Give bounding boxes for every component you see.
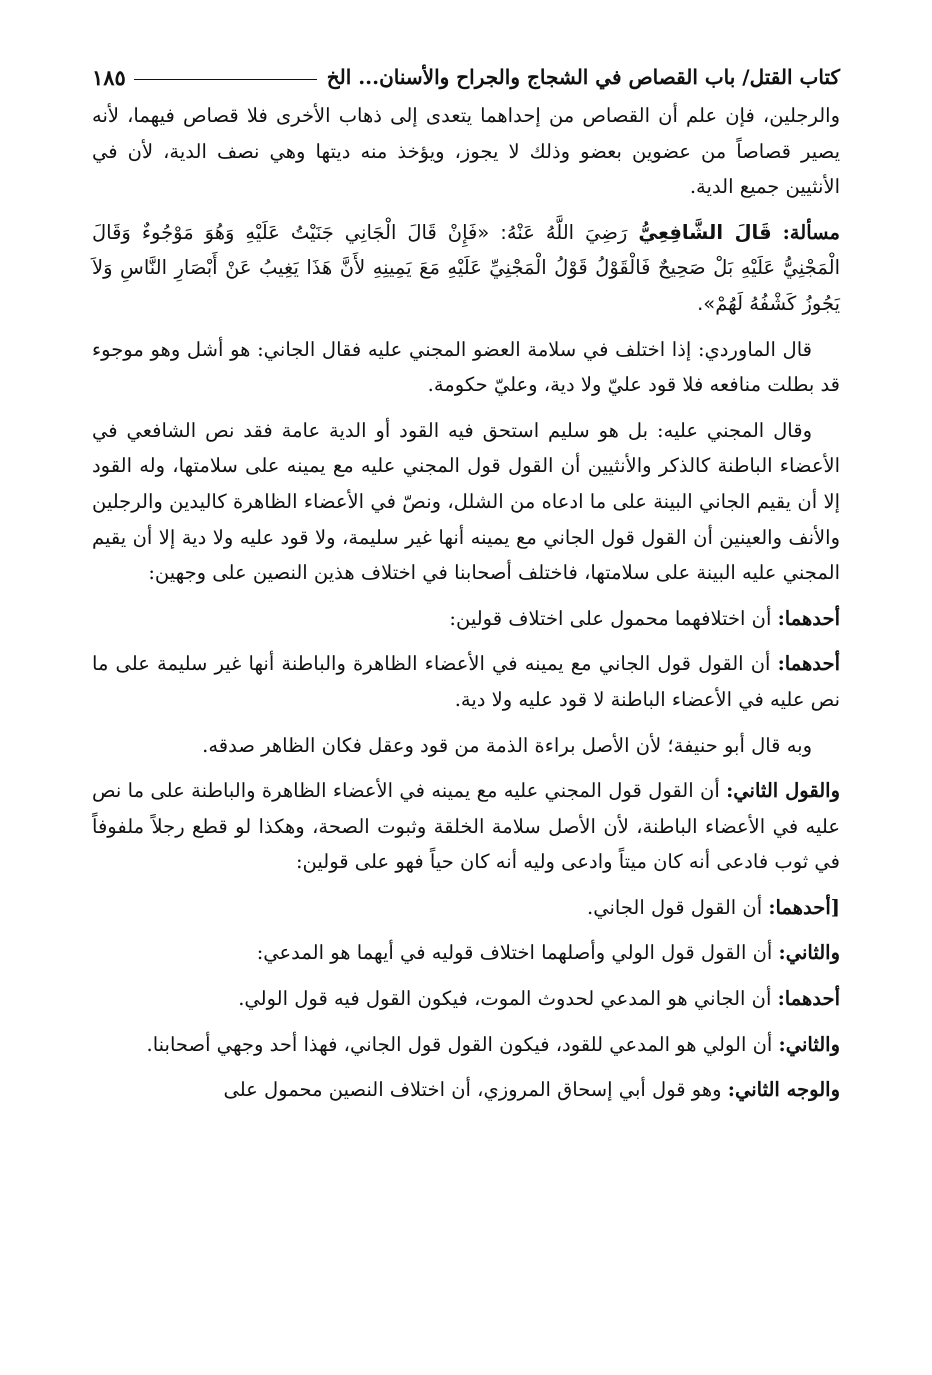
paragraph-abu-hanifa: وبه قال أبو حنيفة؛ لأن الأصل براءة الذمة من قود وعقل فكان الظاهر صدقه. (202, 733, 812, 757)
page-number: ١٨٥ (92, 65, 126, 91)
paragraph-thani-1: والثاني: أن القول قول الولي وأصلهما اختلاف قوليه في أيهما هو المدعي: (256, 941, 840, 965)
paragraph-mujni-alayh: وقال المجني عليه: بل هو سليم استحق فيه القود أو الدية عامة فقد نص الشافعي في الأعضاء الباطنة كالذكر والأنثيين أن القول قول المجني عليه مع يمينه على سلامتها، وله القود إلا أن يقيم الجاني البينة على ما ادعاه من الشلل، ونصّ في الأعضاء الظاهرة كاليدين والرجلين والأنف والعينين أن القول قول الجاني مع يمينه أنها غير سليمة، ولا قود عليه ولا دية إلا أن يقيم المجني عليه البينة على سلامتها، فاختلف أصحابنا في اختلاف هذين النصين على وجهين: (92, 418, 840, 585)
header-rule (134, 79, 317, 80)
paragraph-mawardi: قال الماوردي: إذا اختلف في سلامة العضو المجني عليه فقال الجاني: هو أشل وهو موجوء قد بطلت منافعه فلا قود عليّ ولا دية، وعليّ حكومة. (92, 337, 840, 397)
paragraph-thani-2: والثاني: أن الولي هو المدعي للقود، فيكون القول قول الجاني، فهذا أحد وجهي أصحابنا. (146, 1032, 840, 1056)
running-header (92, 58, 840, 98)
paragraph-qawl-2: والقول الثاني: أن القول قول المجني عليه مع يمينه في الأعضاء الظاهرة والباطنة على ما نص عليه في الأعضاء الباطنة، لأن الأصل سلامة الخلقة وثبوت الصحة، وهكذا لو قطع رجلاً ملفوفاً في ثوب فادعى أنه كان ميتاً وادعى وليه أنه كان حياً فهو على قولين: (92, 779, 840, 874)
paragraph-wajh-1: أحدهما: أن اختلافهما محمول على اختلاف قولين: (449, 606, 840, 630)
paragraph-ahaduhuma-bracket: [أحدهما: أن القول قول الجاني. (587, 895, 840, 919)
page-body (92, 58, 840, 1108)
header-title: كتاب القتل/ باب القصاص في الشجاج والجراح والأسنان... الخ (326, 65, 840, 90)
paragraph-wajh-2: والوجه الثاني: وهو قول أبي إسحاق المروزي، أن اختلاف النصين محمول على (223, 1078, 840, 1102)
paragraph-qawl-1: أحدهما: أن القول قول الجاني مع يمينه في الأعضاء الظاهرة والباطنة أنها غير سليمة على ما نص عليه في الأعضاء الباطنة لا قود عليه ولا دية. (92, 652, 840, 711)
paragraph-continuation: والرجلين، فإن علم أن القصاص من إحداهما يتعدى إلى ذهاب الأخرى فلا قصاص فيهما، لأنه يصير قصاصاً من عضوين بعضو وذلك لا يجوز، ويؤخذ منه ديتها وهي نصف الدية، لأن في الأنثيين جميع الدية. (92, 104, 840, 199)
paragraph-ahaduhuma-2: أحدهما: أن الجاني هو المدعي لحدوث الموت، فيكون القول فيه قول الولي. (238, 987, 840, 1011)
paragraph-masala: مسألة: قَالَ الشَّافِعِيُّ رَضِيَ اللَّهُ عَنْهُ: «فَإِنْ قَالَ الْجَانِي جَنَيْتُ عَلَيْهِ وَهُوَ مَوْجُوءٌ وَقَالَ الْمَجْنِيُّ عَلَيْهِ بَلْ صَحِيحٌ فَالْقَوْلُ قَوْلُ الْمَجْنِيِّ عَلَيْهِ مَعَ يَمِينِهِ لأَنَّ هَذَا يَغِيبُ عَنْ أَبْصَارِ النَّاسِ وَلاَ يَجُوزُ كَشْفُهُ لَهُمْ». (92, 220, 840, 315)
